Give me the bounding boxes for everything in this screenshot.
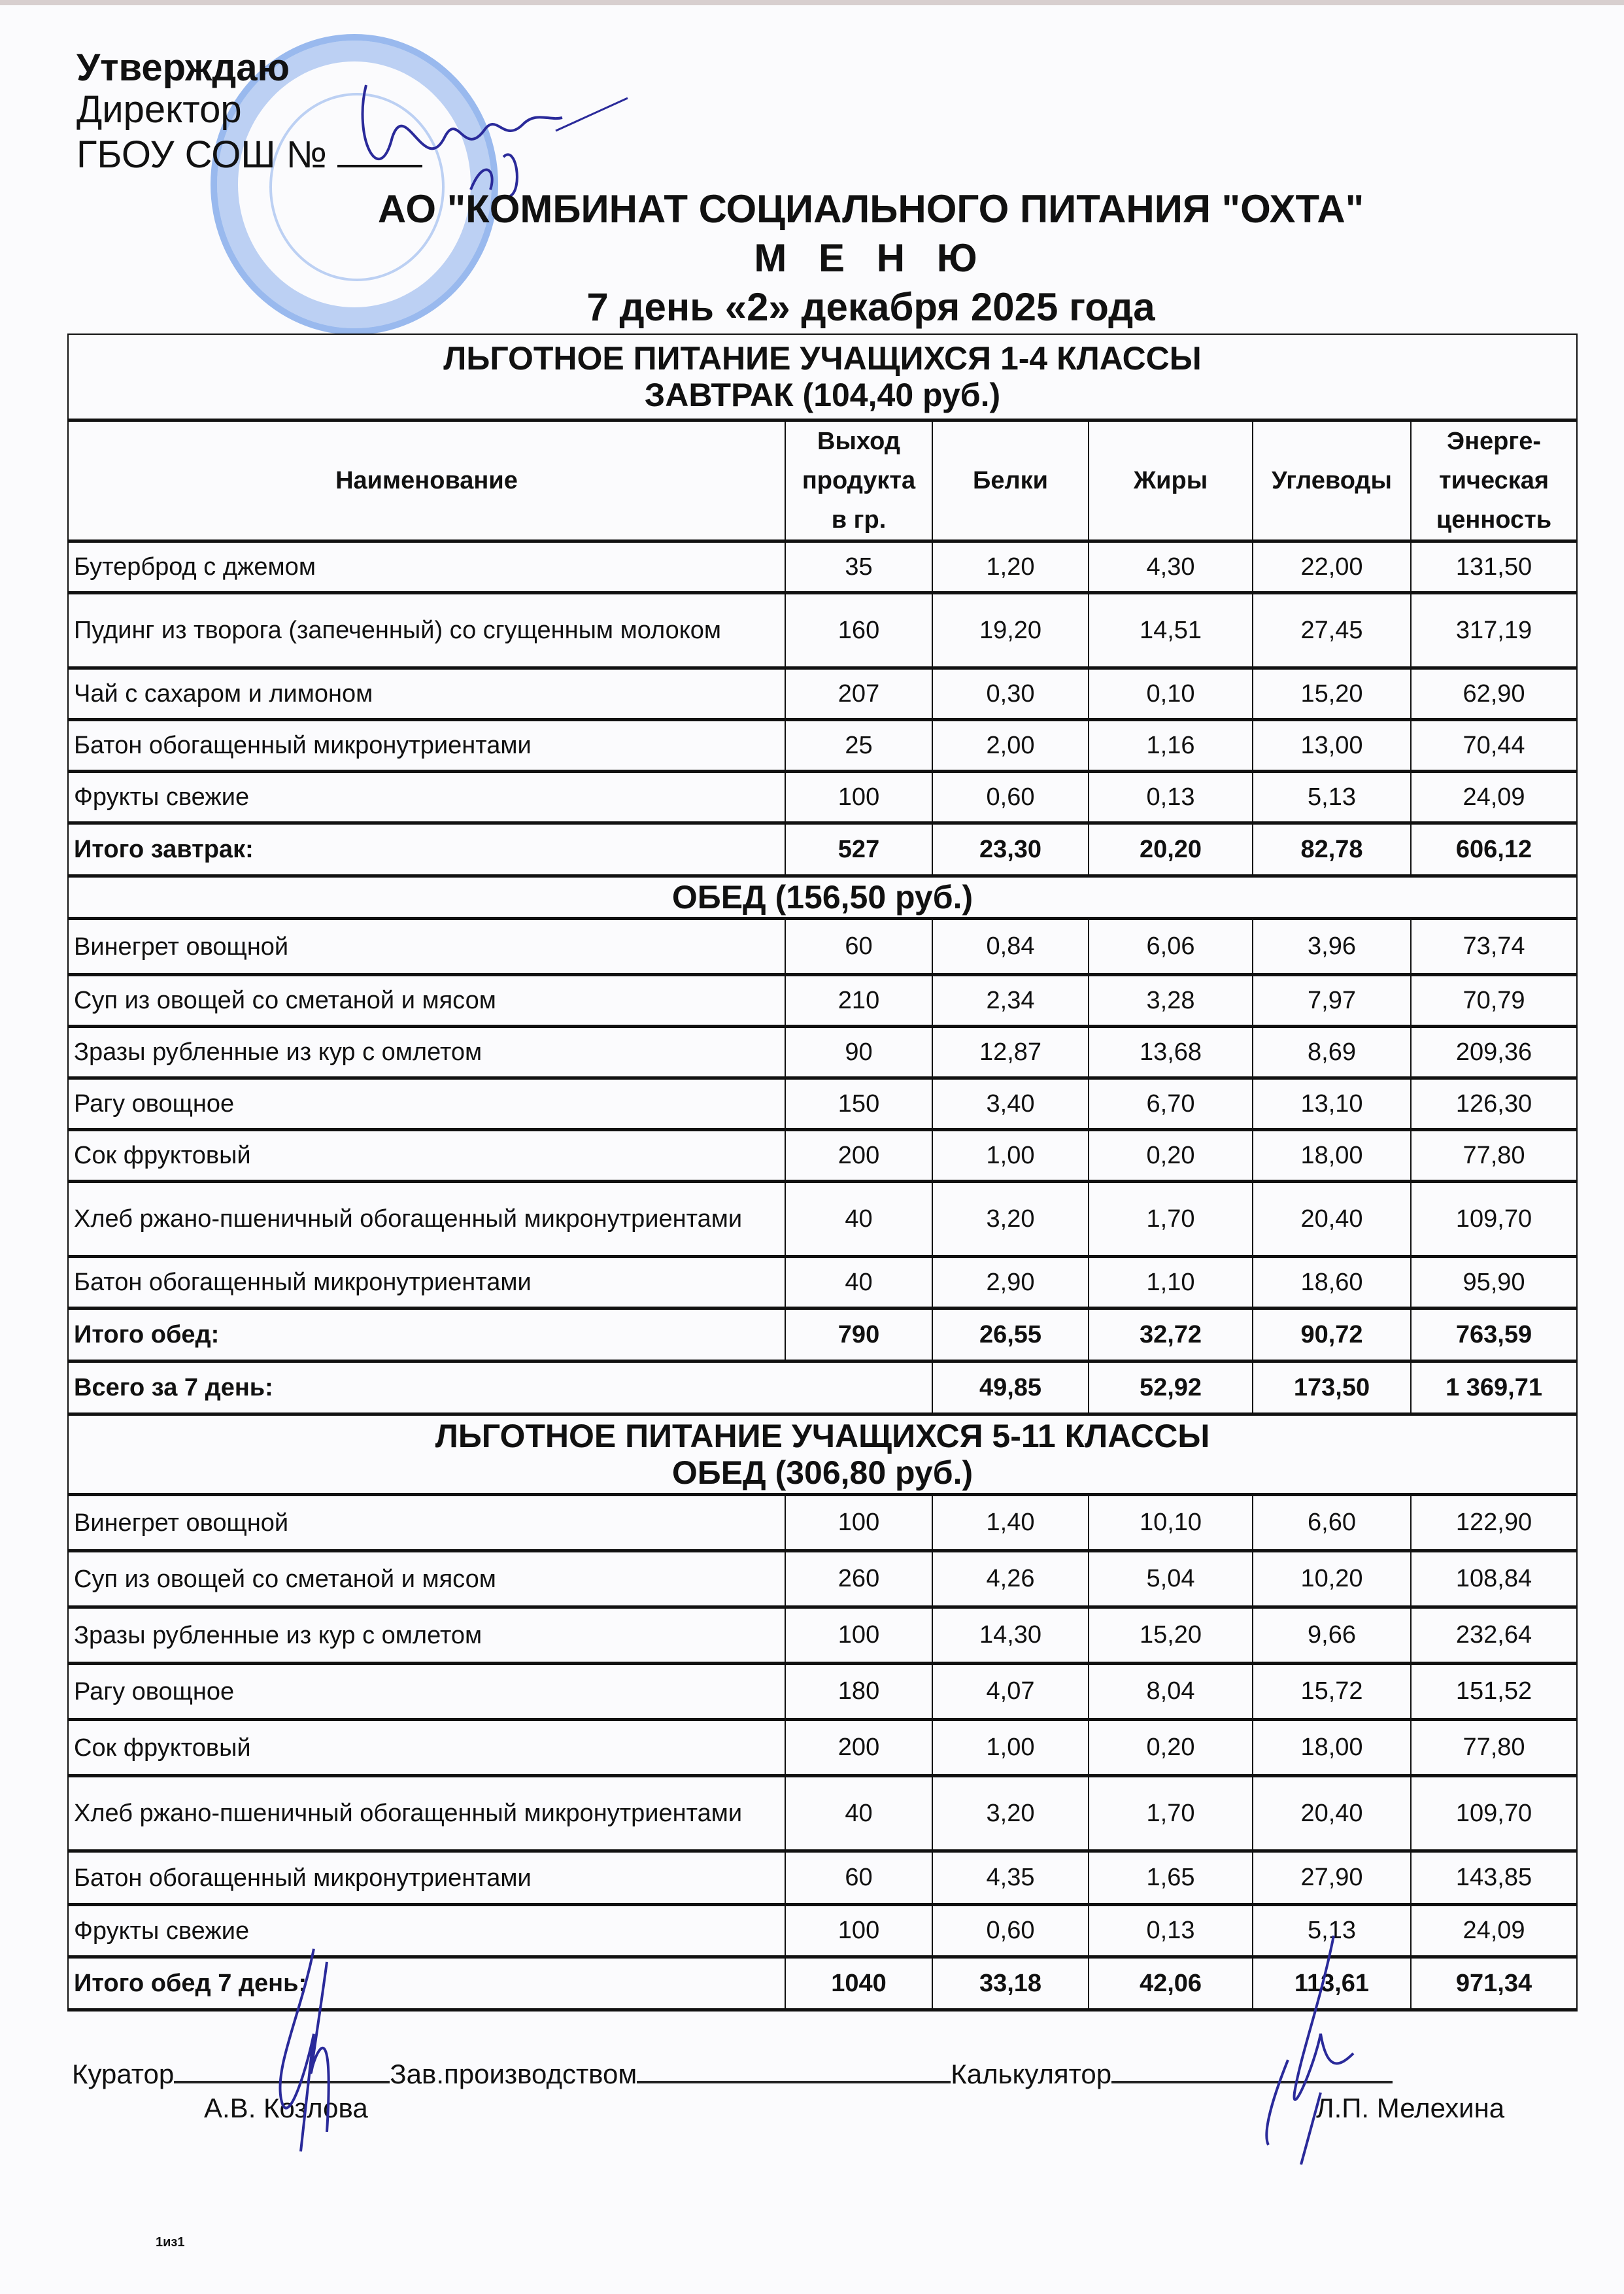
menu-table bbox=[67, 334, 1578, 2012]
table-row bbox=[68, 1130, 1577, 1182]
fat: 42,06 bbox=[1089, 1957, 1253, 2010]
lunch-header-1-4 bbox=[68, 876, 1577, 919]
table-row bbox=[68, 1495, 1577, 1551]
protein: 14,30 bbox=[932, 1607, 1089, 1664]
section-title: ЛЬГОТНОЕ ПИТАНИЕ УЧАЩИХСЯ 5-11 КЛАССЫ bbox=[435, 1418, 1210, 1454]
dish-name: Винегрет овощной bbox=[68, 919, 785, 975]
menu-date: 7 день «2» декабря 2025 года bbox=[586, 285, 1155, 329]
fat: 1,70 bbox=[1089, 1182, 1253, 1257]
company-title: АО "КОМБИНАТ СОЦИАЛЬНОГО ПИТАНИЯ "ОХТА" bbox=[377, 187, 1364, 231]
total-label: Итого обед: bbox=[68, 1309, 785, 1361]
protein: 1,20 bbox=[932, 541, 1089, 593]
carbs: 13,00 bbox=[1253, 720, 1411, 772]
lunch-title: ОБЕД (306,80 руб.) bbox=[671, 1454, 973, 1491]
protein: 4,07 bbox=[932, 1664, 1089, 1720]
section-header-5-11 bbox=[68, 1414, 1577, 1495]
approve-label: Утверждаю bbox=[76, 46, 290, 89]
yield: 790 bbox=[785, 1309, 932, 1361]
table-row bbox=[68, 1551, 1577, 1607]
dish-name: Винегрет овощной bbox=[68, 1495, 785, 1551]
protein: 3,20 bbox=[932, 1182, 1089, 1257]
energy: 24,09 bbox=[1411, 1905, 1577, 1957]
total-label: Итого завтрак: bbox=[68, 823, 785, 876]
fat: 52,92 bbox=[1089, 1361, 1253, 1414]
fat: 1,16 bbox=[1089, 720, 1253, 772]
scan-top-edge bbox=[0, 0, 1624, 5]
col-energy: Энерге-тическая ценность bbox=[1411, 420, 1577, 541]
dish-name: Суп из овощей со сметаной и мясом bbox=[68, 975, 785, 1027]
yield: 210 bbox=[785, 975, 932, 1027]
energy: 232,64 bbox=[1411, 1607, 1577, 1664]
carbs: 18,00 bbox=[1253, 1130, 1411, 1182]
yield: 207 bbox=[785, 668, 932, 720]
dish-name: Сок фруктовый bbox=[68, 1130, 785, 1182]
curator-label: Куратор bbox=[72, 2059, 175, 2089]
fat: 4,30 bbox=[1089, 541, 1253, 593]
col-name: Наименование bbox=[68, 420, 785, 541]
col-fat: Жиры bbox=[1089, 420, 1253, 541]
yield: 25 bbox=[785, 720, 932, 772]
table-row bbox=[68, 772, 1577, 823]
energy: 126,30 bbox=[1411, 1078, 1577, 1130]
energy: 108,84 bbox=[1411, 1551, 1577, 1607]
carbs: 15,20 bbox=[1253, 668, 1411, 720]
protein: 1,00 bbox=[932, 1130, 1089, 1182]
breakfast-total-row bbox=[68, 823, 1577, 876]
carbs: 5,13 bbox=[1253, 1905, 1411, 1957]
protein: 19,20 bbox=[932, 593, 1089, 668]
dish-name: Батон обогащенный микронутриентами bbox=[68, 1851, 785, 1905]
carbs: 113,61 bbox=[1253, 1957, 1411, 2010]
col-carbs: Углеводы bbox=[1253, 420, 1411, 541]
dish-name: Батон обогащенный микронутриентами bbox=[68, 720, 785, 772]
fat: 6,70 bbox=[1089, 1078, 1253, 1130]
carbs: 22,00 bbox=[1253, 541, 1411, 593]
energy: 77,80 bbox=[1411, 1720, 1577, 1776]
yield: 100 bbox=[785, 1495, 932, 1551]
fat: 1,10 bbox=[1089, 1257, 1253, 1309]
dish-name: Фрукты свежие bbox=[68, 772, 785, 823]
fat: 20,20 bbox=[1089, 823, 1253, 876]
calculator-signature-icon bbox=[1229, 1923, 1399, 2171]
dish-name: Чай с сахаром и лимоном bbox=[68, 668, 785, 720]
lunch-total-row bbox=[68, 1309, 1577, 1361]
yield: 60 bbox=[785, 1851, 932, 1905]
fat: 8,04 bbox=[1089, 1664, 1253, 1720]
table-row bbox=[68, 1607, 1577, 1664]
school-text: ГБОУ СОШ № bbox=[76, 133, 327, 176]
fat: 0,13 bbox=[1089, 772, 1253, 823]
carbs: 18,60 bbox=[1253, 1257, 1411, 1309]
table-row bbox=[68, 1027, 1577, 1078]
dish-name: Зразы рубленные из кур с омлетом bbox=[68, 1607, 785, 1664]
energy: 62,90 bbox=[1411, 668, 1577, 720]
protein: 33,18 bbox=[932, 1957, 1089, 2010]
carbs: 7,97 bbox=[1253, 975, 1411, 1027]
curator-name: А.В. Козлова bbox=[204, 2093, 368, 2123]
yield: 35 bbox=[785, 541, 932, 593]
protein: 49,85 bbox=[932, 1361, 1089, 1414]
energy: 95,90 bbox=[1411, 1257, 1577, 1309]
yield: 1040 bbox=[785, 1957, 932, 2010]
energy: 24,09 bbox=[1411, 772, 1577, 823]
fat: 1,70 bbox=[1089, 1776, 1253, 1851]
energy: 209,36 bbox=[1411, 1027, 1577, 1078]
table-row bbox=[68, 1851, 1577, 1905]
yield: 260 bbox=[785, 1551, 932, 1607]
yield: 150 bbox=[785, 1078, 932, 1130]
energy: 971,34 bbox=[1411, 1957, 1577, 2010]
dish-name: Зразы рубленные из кур с омлетом bbox=[68, 1027, 785, 1078]
energy: 151,52 bbox=[1411, 1664, 1577, 1720]
yield: 100 bbox=[785, 1905, 932, 1957]
fat: 32,72 bbox=[1089, 1309, 1253, 1361]
section-title: ЛЬГОТНОЕ ПИТАНИЕ УЧАЩИХСЯ 1-4 КЛАССЫ bbox=[443, 340, 1202, 377]
carbs: 27,45 bbox=[1253, 593, 1411, 668]
table-row bbox=[68, 720, 1577, 772]
table-row bbox=[68, 1257, 1577, 1309]
day-total-row bbox=[68, 1361, 1577, 1414]
calculator-label: Калькулятор bbox=[951, 2059, 1112, 2089]
fat: 14,51 bbox=[1089, 593, 1253, 668]
protein: 0,84 bbox=[932, 919, 1089, 975]
yield: 100 bbox=[785, 1607, 932, 1664]
yield: 100 bbox=[785, 772, 932, 823]
yield: 200 bbox=[785, 1130, 932, 1182]
yield: 60 bbox=[785, 919, 932, 975]
table-row bbox=[68, 668, 1577, 720]
dish-name: Сок фруктовый bbox=[68, 1720, 785, 1776]
dish-name: Рагу овощное bbox=[68, 1078, 785, 1130]
table-row bbox=[68, 1720, 1577, 1776]
protein: 0,60 bbox=[932, 772, 1089, 823]
energy: 131,50 bbox=[1411, 541, 1577, 593]
energy: 70,79 bbox=[1411, 975, 1577, 1027]
protein: 1,40 bbox=[932, 1495, 1089, 1551]
yield: 90 bbox=[785, 1027, 932, 1078]
yield: 200 bbox=[785, 1720, 932, 1776]
yield: 40 bbox=[785, 1257, 932, 1309]
table-row bbox=[68, 975, 1577, 1027]
menu-title: М Е Н Ю bbox=[754, 236, 988, 280]
table-row bbox=[68, 1776, 1577, 1851]
total-label: Всего за 7 день: bbox=[68, 1361, 932, 1414]
fat: 10,10 bbox=[1089, 1495, 1253, 1551]
carbs: 10,20 bbox=[1253, 1551, 1411, 1607]
energy: 317,19 bbox=[1411, 593, 1577, 668]
curator-signature-icon bbox=[235, 1936, 366, 2184]
carbs: 5,13 bbox=[1253, 772, 1411, 823]
protein: 2,34 bbox=[932, 975, 1089, 1027]
dish-name: Хлеб ржано-пшеничный обогащенный микронутриентами bbox=[68, 1776, 785, 1851]
protein: 4,35 bbox=[932, 1851, 1089, 1905]
table-row bbox=[68, 541, 1577, 593]
table-row bbox=[68, 1182, 1577, 1257]
energy: 70,44 bbox=[1411, 720, 1577, 772]
fat: 13,68 bbox=[1089, 1027, 1253, 1078]
protein: 2,00 bbox=[932, 720, 1089, 772]
fat: 0,20 bbox=[1089, 1720, 1253, 1776]
total-label: Итого обед 7 день: bbox=[68, 1957, 785, 2010]
production-sign-line bbox=[637, 2076, 951, 2083]
protein: 1,00 bbox=[932, 1720, 1089, 1776]
production-label: Зав.производством bbox=[390, 2059, 637, 2089]
carbs: 20,40 bbox=[1253, 1776, 1411, 1851]
fat: 3,28 bbox=[1089, 975, 1253, 1027]
column-header-row bbox=[68, 420, 1577, 541]
page-number: 1из1 bbox=[156, 2235, 185, 2250]
table-row bbox=[68, 593, 1577, 668]
carbs: 6,60 bbox=[1253, 1495, 1411, 1551]
calculator-name: Л.П. Мелехина bbox=[1316, 2093, 1505, 2123]
carbs: 13,10 bbox=[1253, 1078, 1411, 1130]
table-row bbox=[68, 1078, 1577, 1130]
protein: 0,30 bbox=[932, 668, 1089, 720]
carbs: 9,66 bbox=[1253, 1607, 1411, 1664]
yield: 40 bbox=[785, 1182, 932, 1257]
yield: 160 bbox=[785, 593, 932, 668]
protein: 3,20 bbox=[932, 1776, 1089, 1851]
col-yield: Выход продукта в гр. bbox=[785, 420, 932, 541]
carbs: 82,78 bbox=[1253, 823, 1411, 876]
yield: 40 bbox=[785, 1776, 932, 1851]
fat: 0,20 bbox=[1089, 1130, 1253, 1182]
energy: 1 369,71 bbox=[1411, 1361, 1577, 1414]
protein: 4,26 bbox=[932, 1551, 1089, 1607]
energy: 73,74 bbox=[1411, 919, 1577, 975]
carbs: 15,72 bbox=[1253, 1664, 1411, 1720]
yield: 527 bbox=[785, 823, 932, 876]
table-row bbox=[68, 919, 1577, 975]
dish-name: Суп из овощей со сметаной и мясом bbox=[68, 1551, 785, 1607]
dish-name: Пудинг из творога (запеченный) со сгущенным молоком bbox=[68, 593, 785, 668]
director-label: Директор bbox=[76, 88, 242, 131]
carbs: 27,90 bbox=[1253, 1851, 1411, 1905]
dish-name: Хлеб ржано-пшеничный обогащенный микронутриентами bbox=[68, 1182, 785, 1257]
energy: 143,85 bbox=[1411, 1851, 1577, 1905]
carbs: 90,72 bbox=[1253, 1309, 1411, 1361]
protein: 2,90 bbox=[932, 1257, 1089, 1309]
carbs: 3,96 bbox=[1253, 919, 1411, 975]
energy: 606,12 bbox=[1411, 823, 1577, 876]
fat: 0,13 bbox=[1089, 1905, 1253, 1957]
energy: 77,80 bbox=[1411, 1130, 1577, 1182]
yield: 180 bbox=[785, 1664, 932, 1720]
col-protein: Белки bbox=[932, 420, 1089, 541]
fat: 1,65 bbox=[1089, 1851, 1253, 1905]
energy: 122,90 bbox=[1411, 1495, 1577, 1551]
energy: 109,70 bbox=[1411, 1776, 1577, 1851]
energy: 763,59 bbox=[1411, 1309, 1577, 1361]
breakfast-title: ЗАВТРАК (104,40 руб.) bbox=[644, 377, 1001, 413]
table-row bbox=[68, 1664, 1577, 1720]
fat: 15,20 bbox=[1089, 1607, 1253, 1664]
carbs: 18,00 bbox=[1253, 1720, 1411, 1776]
fat: 6,06 bbox=[1089, 919, 1253, 975]
carbs: 8,69 bbox=[1253, 1027, 1411, 1078]
energy: 109,70 bbox=[1411, 1182, 1577, 1257]
protein: 0,60 bbox=[932, 1905, 1089, 1957]
dish-name: Бутерброд с джемом bbox=[68, 541, 785, 593]
dish-name: Батон обогащенный микронутриентами bbox=[68, 1257, 785, 1309]
protein: 3,40 bbox=[932, 1078, 1089, 1130]
carbs: 173,50 bbox=[1253, 1361, 1411, 1414]
fat: 5,04 bbox=[1089, 1551, 1253, 1607]
dish-name: Рагу овощное bbox=[68, 1664, 785, 1720]
section-header-1-4 bbox=[68, 334, 1577, 420]
protein: 23,30 bbox=[932, 823, 1089, 876]
protein: 12,87 bbox=[932, 1027, 1089, 1078]
protein: 26,55 bbox=[932, 1309, 1089, 1361]
carbs: 20,40 bbox=[1253, 1182, 1411, 1257]
dish-name: Фрукты свежие bbox=[68, 1905, 785, 1957]
fat: 0,10 bbox=[1089, 668, 1253, 720]
lunch-title: ОБЕД (156,50 руб.) bbox=[671, 879, 973, 916]
